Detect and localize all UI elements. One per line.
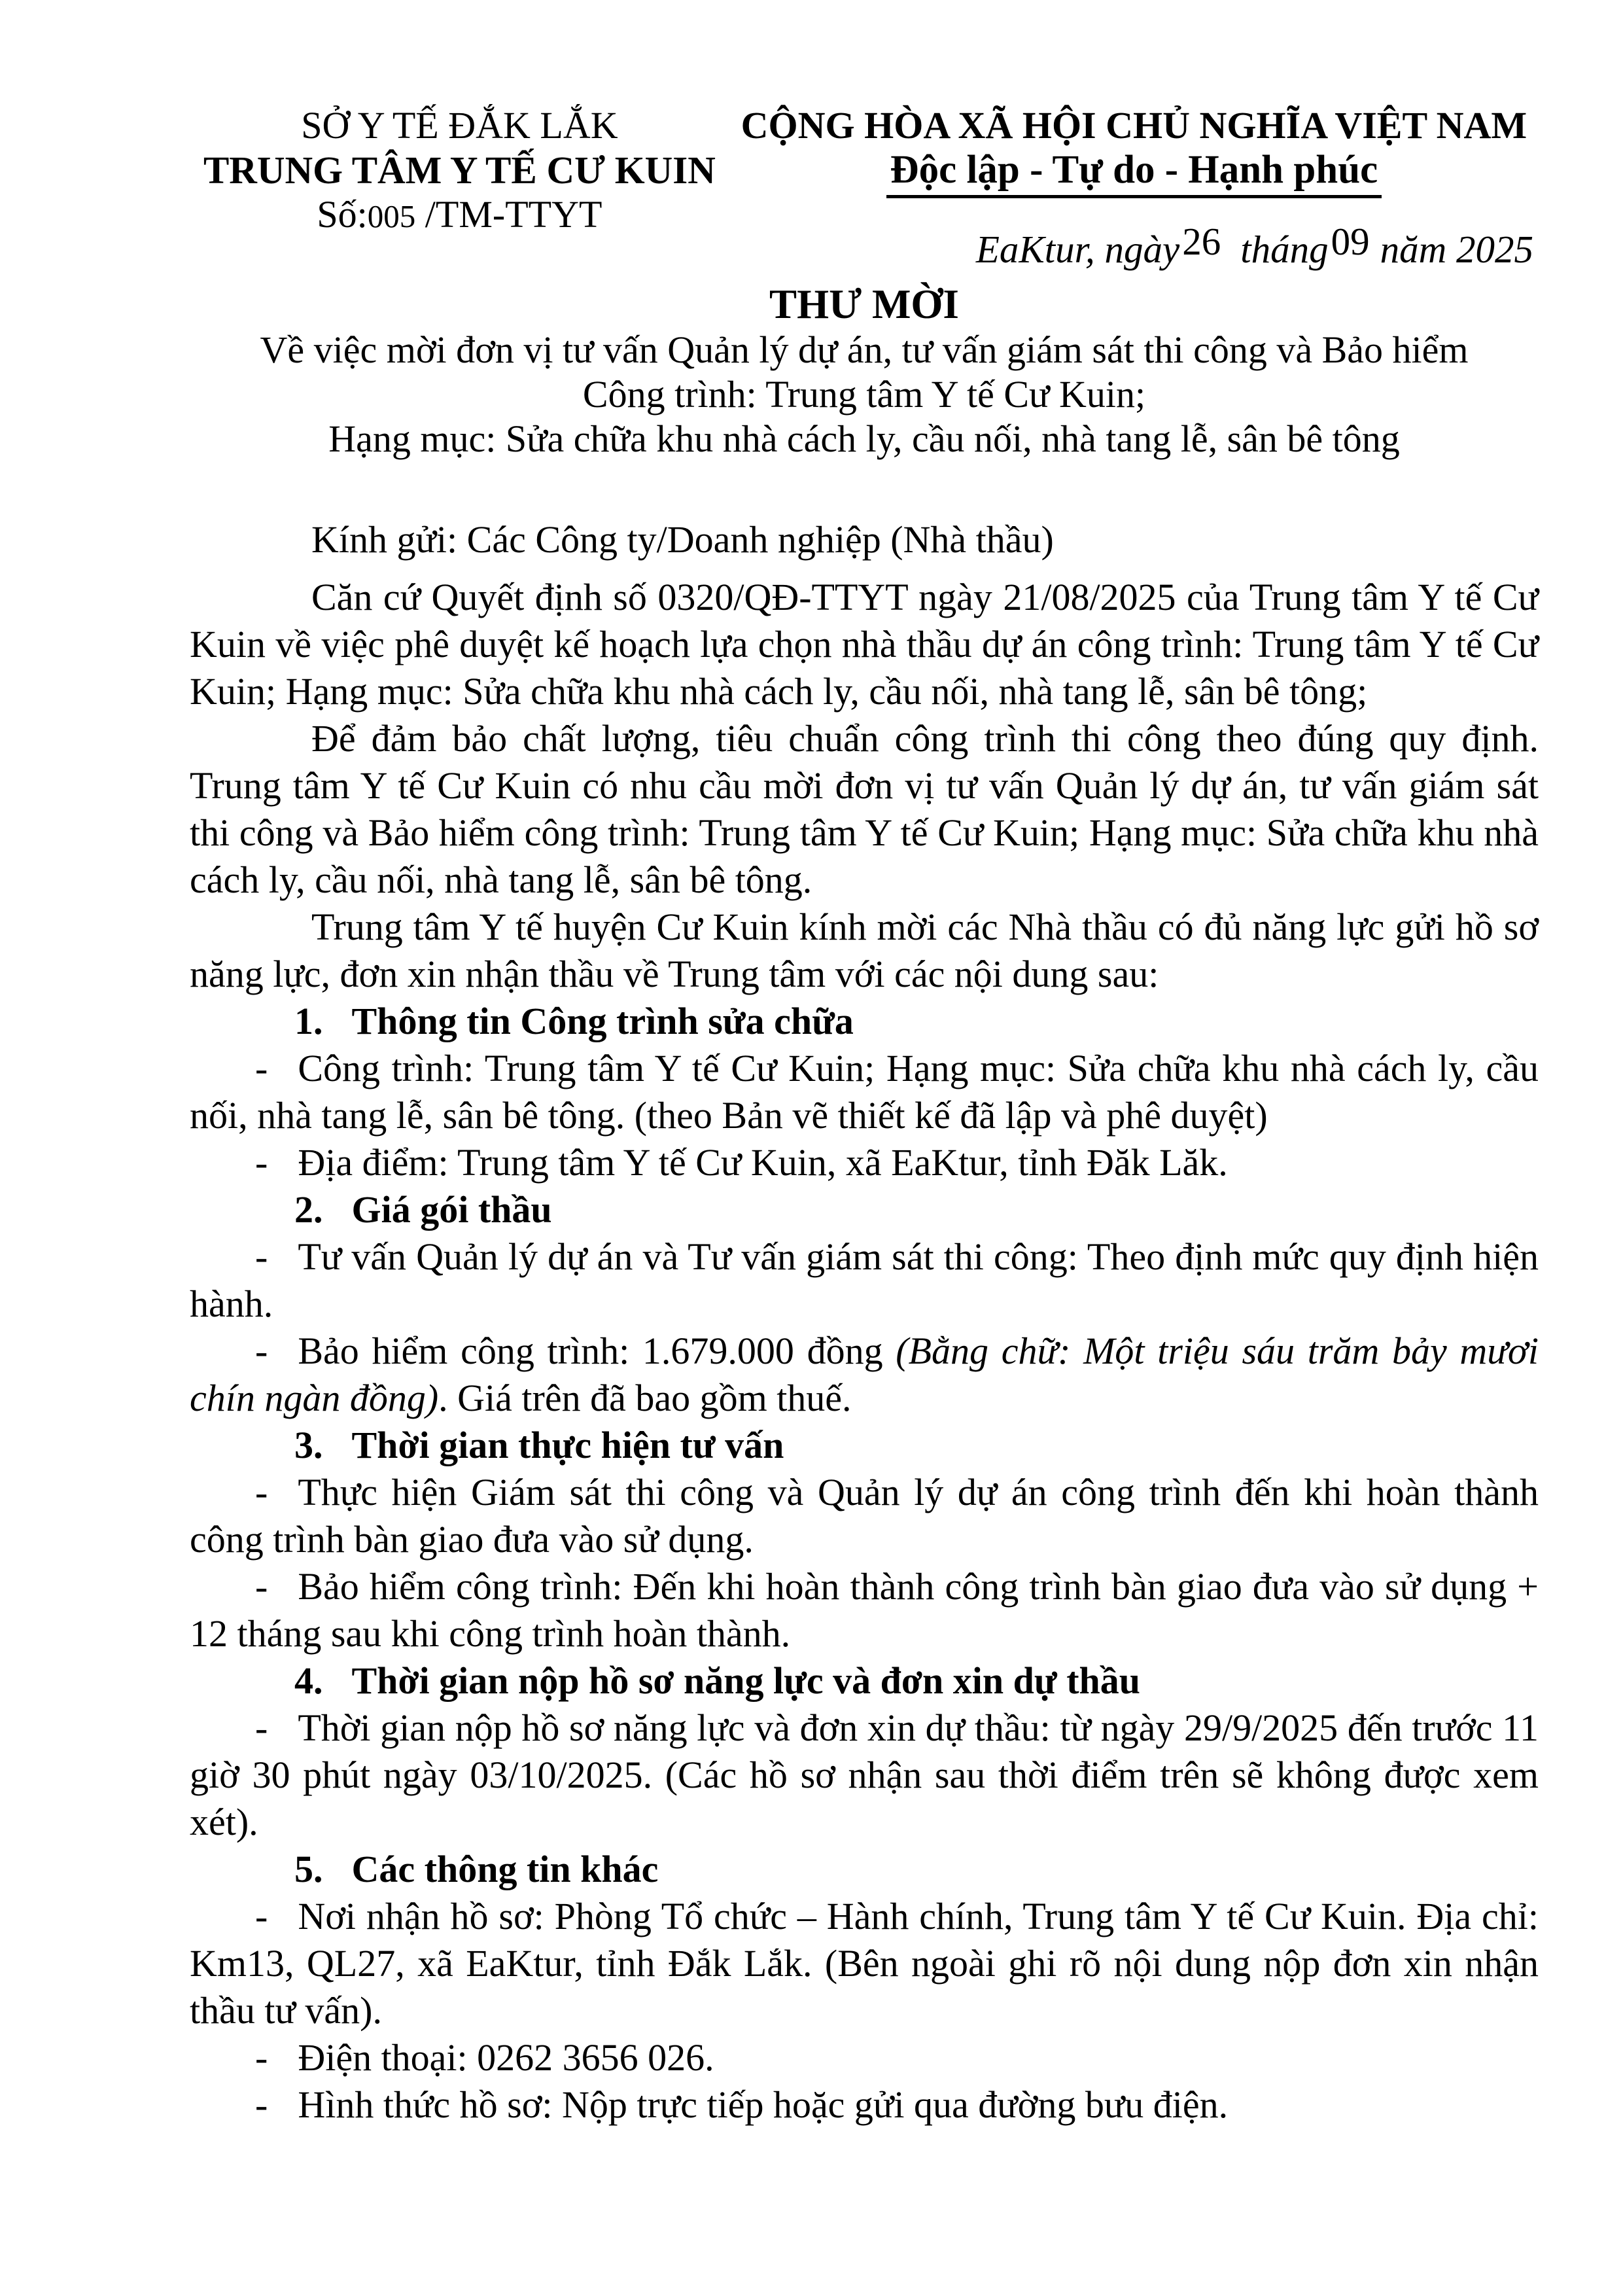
bullet-dash: - xyxy=(255,1471,268,1513)
bullet-item xyxy=(190,1045,1539,1139)
page-content xyxy=(190,103,1539,2128)
parent-org-name: SỞ Y TẾ ĐẮK LẮK xyxy=(301,104,618,147)
bullet-dash: - xyxy=(255,2036,268,2079)
document-number xyxy=(190,192,729,239)
document-subject xyxy=(190,328,1539,461)
national-title: CỘNG HÒA XÃ HỘI CHỦ NGHĨA VIỆT NAM xyxy=(741,104,1527,147)
bullet-dash: - xyxy=(255,1565,268,1608)
section-number: 5. xyxy=(294,1848,323,1890)
issuing-unit-name: TRUNG TÂM Y TẾ CƯ KUIN xyxy=(203,149,716,192)
bullet-dash: - xyxy=(255,2083,268,2126)
section-heading-2 xyxy=(190,1186,1539,1233)
place-date-line xyxy=(729,220,1539,272)
bullet-text: Hình thức hồ sơ: Nộp trực tiếp hoặc gửi qua đường bưu điện. xyxy=(298,2083,1229,2126)
bullet-item xyxy=(190,1893,1539,2034)
bullet-item xyxy=(190,1704,1539,1846)
national-motto-wrap xyxy=(729,148,1539,198)
bullet-text: Thực hiện Giám sát thi công và Quản lý dự án công trình đến khi hoàn thành công trình bàn giao đưa vào sử dụng. xyxy=(190,1471,1539,1561)
document-number-prefix: Số: xyxy=(317,193,368,236)
bullet-text: Bảo hiểm công trình: 1.679.000 đồng xyxy=(298,1330,896,1372)
section-number: 1. xyxy=(294,1000,323,1042)
bullet-text-amount-in-words: (Bằng chữ: Một triệu sáu trăm bảy mươi chín ngàn đồng) xyxy=(190,1330,1539,1419)
bullet-text: . Giá trên đã bao gồm thuế. xyxy=(438,1377,852,1419)
bullet-dash: - xyxy=(255,1141,268,1184)
section-number: 2. xyxy=(294,1188,323,1231)
bullet-text: Công trình: Trung tâm Y tế Cư Kuin; Hạng mục: Sửa chữa khu nhà cách ly, cầu nối, nhà tang lễ, sân bê tông. (theo Bản vẽ thiết kế đã lập và phê duyệt) xyxy=(190,1047,1539,1137)
paragraph-invitation: Trung tâm Y tế huyện Cư Kuin kính mời các Nhà thầu có đủ năng lực gửi hồ sơ năng lực, đơn xin nhận thầu về Trung tâm với các nội dung sau: xyxy=(190,906,1539,995)
document-title: THƯ MỜI xyxy=(769,281,959,327)
date-place-text: EaKtur, ngày xyxy=(975,228,1180,271)
bullet-text: Điện thoại: 0262 3656 026. xyxy=(298,2036,714,2079)
subject-line-3: Hạng mục: Sửa chữa khu nhà cách ly, cầu nối, nhà tang lễ, sân bê tông xyxy=(328,417,1400,460)
date-month-text: tháng xyxy=(1240,228,1329,271)
section-heading-label: Thời gian thực hiện tư vấn xyxy=(351,1424,784,1466)
subject-line-1: Về việc mời đơn vị tư vấn Quản lý dự án, tư vấn giám sát thi công và Bảo hiểm xyxy=(260,328,1469,371)
letterhead-issuer xyxy=(190,103,729,272)
bullet-dash: - xyxy=(255,1895,268,1937)
bullet-item xyxy=(190,1469,1539,1563)
document-number-value: 005 xyxy=(367,198,416,234)
bullet-text: Nơi nhận hồ sơ: Phòng Tổ chức – Hành chính, Trung tâm Y tế Cư Kuin. Địa chỉ: Km13, QL27, xã EaKtur, tỉnh Đắk Lắk. (Bên ngoài ghi rõ nội dung nộp đơn xin nhận thầu tư vấn). xyxy=(190,1895,1539,2032)
bullet-dash: - xyxy=(255,1235,268,1278)
date-year-text: năm 2025 xyxy=(1380,228,1533,271)
bullet-text: Tư vấn Quản lý dự án và Tư vấn giám sát thi công: Theo định mức quy định hiện hành. xyxy=(190,1235,1539,1325)
bullet-text: Thời gian nộp hồ sơ năng lực và đơn xin dự thầu: từ ngày 29/9/2025 đến trước 11 giờ 30 phút ngày 03/10/2025. (Các hồ sơ nhận sau thời điểm trên sẽ không được xem xét). xyxy=(190,1706,1539,1843)
bullet-text: Địa điểm: Trung tâm Y tế Cư Kuin, xã EaKtur, tỉnh Đăk Lăk. xyxy=(298,1141,1228,1184)
section-number: 4. xyxy=(294,1659,323,1702)
bullet-item xyxy=(190,2081,1539,2128)
section-heading-label: Giá gói thầu xyxy=(351,1188,552,1231)
document-body xyxy=(190,574,1539,2128)
section-heading-1 xyxy=(190,998,1539,1045)
section-number: 3. xyxy=(294,1424,323,1466)
section-heading-label: Thông tin Công trình sửa chữa xyxy=(351,1000,854,1042)
national-motto: Độc lập - Tự do - Hạnh phúc xyxy=(886,148,1382,198)
section-heading-3 xyxy=(190,1422,1539,1469)
paragraph-basis: Căn cứ Quyết định số 0320/QĐ-TTYT ngày 21/08/2025 của Trung tâm Y tế Cư Kuin về việc phê duyệt kế hoạch lựa chọn nhà thầu dự án công trình: Trung tâm Y tế Cư Kuin; Hạng mục: Sửa chữa khu nhà cách ly, cầu nối, nhà tang lễ, sân bê tông; xyxy=(190,576,1539,713)
bullet-item xyxy=(190,1563,1539,1657)
bullet-dash: - xyxy=(255,1330,268,1372)
bullet-dash: - xyxy=(255,1706,268,1749)
document-number-suffix: /TM-TTYT xyxy=(415,193,602,236)
date-day-number: 26 xyxy=(1182,220,1221,263)
salutation: Kính gửi: Các Công ty/Doanh nghiệp (Nhà thầu) xyxy=(311,518,1054,561)
bullet-item xyxy=(190,1139,1539,1186)
bullet-item xyxy=(190,2034,1539,2081)
section-heading-4 xyxy=(190,1657,1539,1704)
bullet-dash: - xyxy=(255,1047,268,1089)
paragraph-purpose: Để đảm bảo chất lượng, tiêu chuẩn công trình thi công theo đúng quy định. Trung tâm Y tế Cư Kuin có nhu cầu mời đơn vị tư vấn Quản lý dự án, tư vấn giám sát thi công và Bảo hiểm công trình: Trung tâm Y tế Cư Kuin; Hạng mục: Sửa chữa khu nhà cách ly, cầu nối, nhà tang lễ, sân bê tông. xyxy=(190,717,1539,901)
section-heading-label: Thời gian nộp hồ sơ năng lực và đơn xin dự thầu xyxy=(351,1659,1141,1702)
date-month-number: 09 xyxy=(1331,220,1370,263)
national-header xyxy=(729,103,1539,272)
bullet-item xyxy=(190,1233,1539,1328)
bullet-text: Bảo hiểm công trình: Đến khi hoàn thành công trình bàn giao đưa vào sử dụng + 12 tháng sau khi công trình hoàn thành. xyxy=(190,1565,1539,1655)
section-heading-5 xyxy=(190,1846,1539,1893)
section-heading-label: Các thông tin khác xyxy=(351,1848,659,1890)
letterhead xyxy=(190,103,1539,272)
bullet-item xyxy=(190,1328,1539,1422)
subject-line-2: Công trình: Trung tâm Y tế Cư Kuin; xyxy=(582,373,1146,415)
